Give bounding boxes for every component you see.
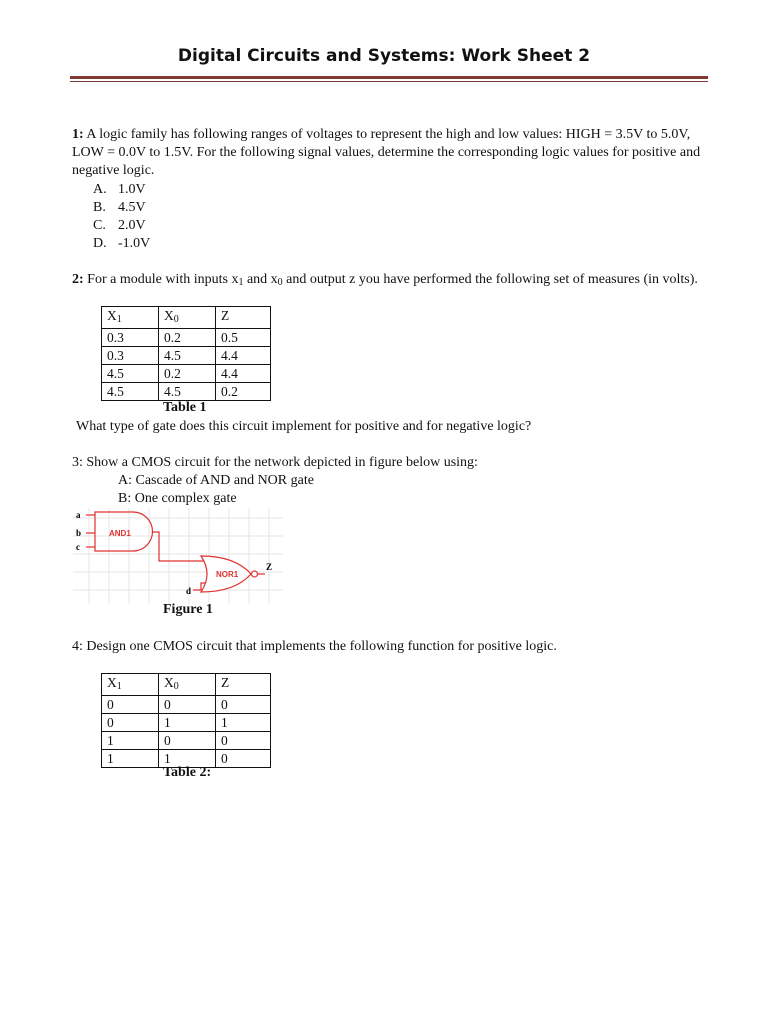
- table-2: [101, 673, 271, 768]
- header-x1: $X_1$: [102, 307, 159, 329]
- and-gate-label: AND1: [109, 529, 131, 538]
- table-row: 4.5 0.2 4.4: [102, 365, 271, 383]
- figure-1-caption: Figure 1: [163, 602, 213, 617]
- table-header-row: [102, 307, 271, 329]
- table-2-caption: Table 2:: [163, 765, 212, 780]
- table-1-caption: Table 1: [163, 400, 207, 415]
- header-z: Z: [216, 307, 271, 329]
- option-a: A. 1.0V: [93, 182, 146, 197]
- header-z: Z: [216, 674, 271, 696]
- output-z-label: Z: [266, 562, 273, 572]
- question-4: 4: Design one CMOS circuit that implements the following function for positive logic.: [72, 639, 557, 654]
- table-row: 1 0 0: [102, 732, 271, 750]
- option-c: C. 2.0V: [93, 218, 146, 233]
- header-x0: $X_0$: [159, 674, 216, 696]
- table-row: 0.3 0.2 0.5: [102, 329, 271, 347]
- header-x0: $X_0$: [159, 307, 216, 329]
- option-b: B. 4.5V: [93, 200, 146, 215]
- title-rule-thin: [70, 81, 708, 82]
- question-2-number: 2:: [72, 272, 84, 287]
- figure-grid: [73, 508, 283, 604]
- question-2: 2: For a module with inputs $x_1$ and $x_0$ and output z you have performed the following set of measures (in volts).: [72, 272, 698, 288]
- nor-gate-label: NOR1: [216, 570, 239, 579]
- table-row: 4.5 4.5 0.2: [102, 383, 271, 401]
- nor-bubble: [252, 571, 258, 577]
- question-1-number: 1:: [72, 127, 84, 142]
- table-header-row: [102, 674, 271, 696]
- question-1: [72, 126, 712, 180]
- option-d: D. -1.0V: [93, 236, 151, 251]
- question-1-text: A logic family has following ranges of voltages to represent the high and low values: HIGH = 3.5V to 5.0V, LOW = 0.0V to 1.5V. For the following signal values, determine the corresponding logic values for positive and negative logic.: [72, 127, 701, 178]
- table-1: [101, 306, 271, 401]
- title-rule-thick: [70, 76, 708, 79]
- input-c-label: c: [76, 542, 80, 552]
- table-row: 1 1 0: [102, 750, 271, 768]
- header-x1: $X_1$: [102, 674, 159, 696]
- question-2-prompt: What type of gate does this circuit implement for positive and for negative logic?: [76, 419, 532, 434]
- question-3: 3: Show a CMOS circuit for the network depicted in figure below using:: [72, 455, 478, 470]
- table-row: 0 0 0: [102, 696, 271, 714]
- table-row: 0 1 1: [102, 714, 271, 732]
- input-b-label: b: [76, 528, 82, 538]
- figure-1-circuit: [73, 508, 283, 604]
- page-title: Digital Circuits and Systems: Work Sheet 2: [177, 46, 591, 66]
- question-3-part-a: A: Cascade of AND and NOR gate: [118, 473, 314, 488]
- table-row: 0.3 4.5 4.4: [102, 347, 271, 365]
- question-3-part-b: B: One complex gate: [118, 491, 237, 506]
- input-d-label: d: [186, 586, 192, 596]
- input-a-label: a: [76, 510, 81, 520]
